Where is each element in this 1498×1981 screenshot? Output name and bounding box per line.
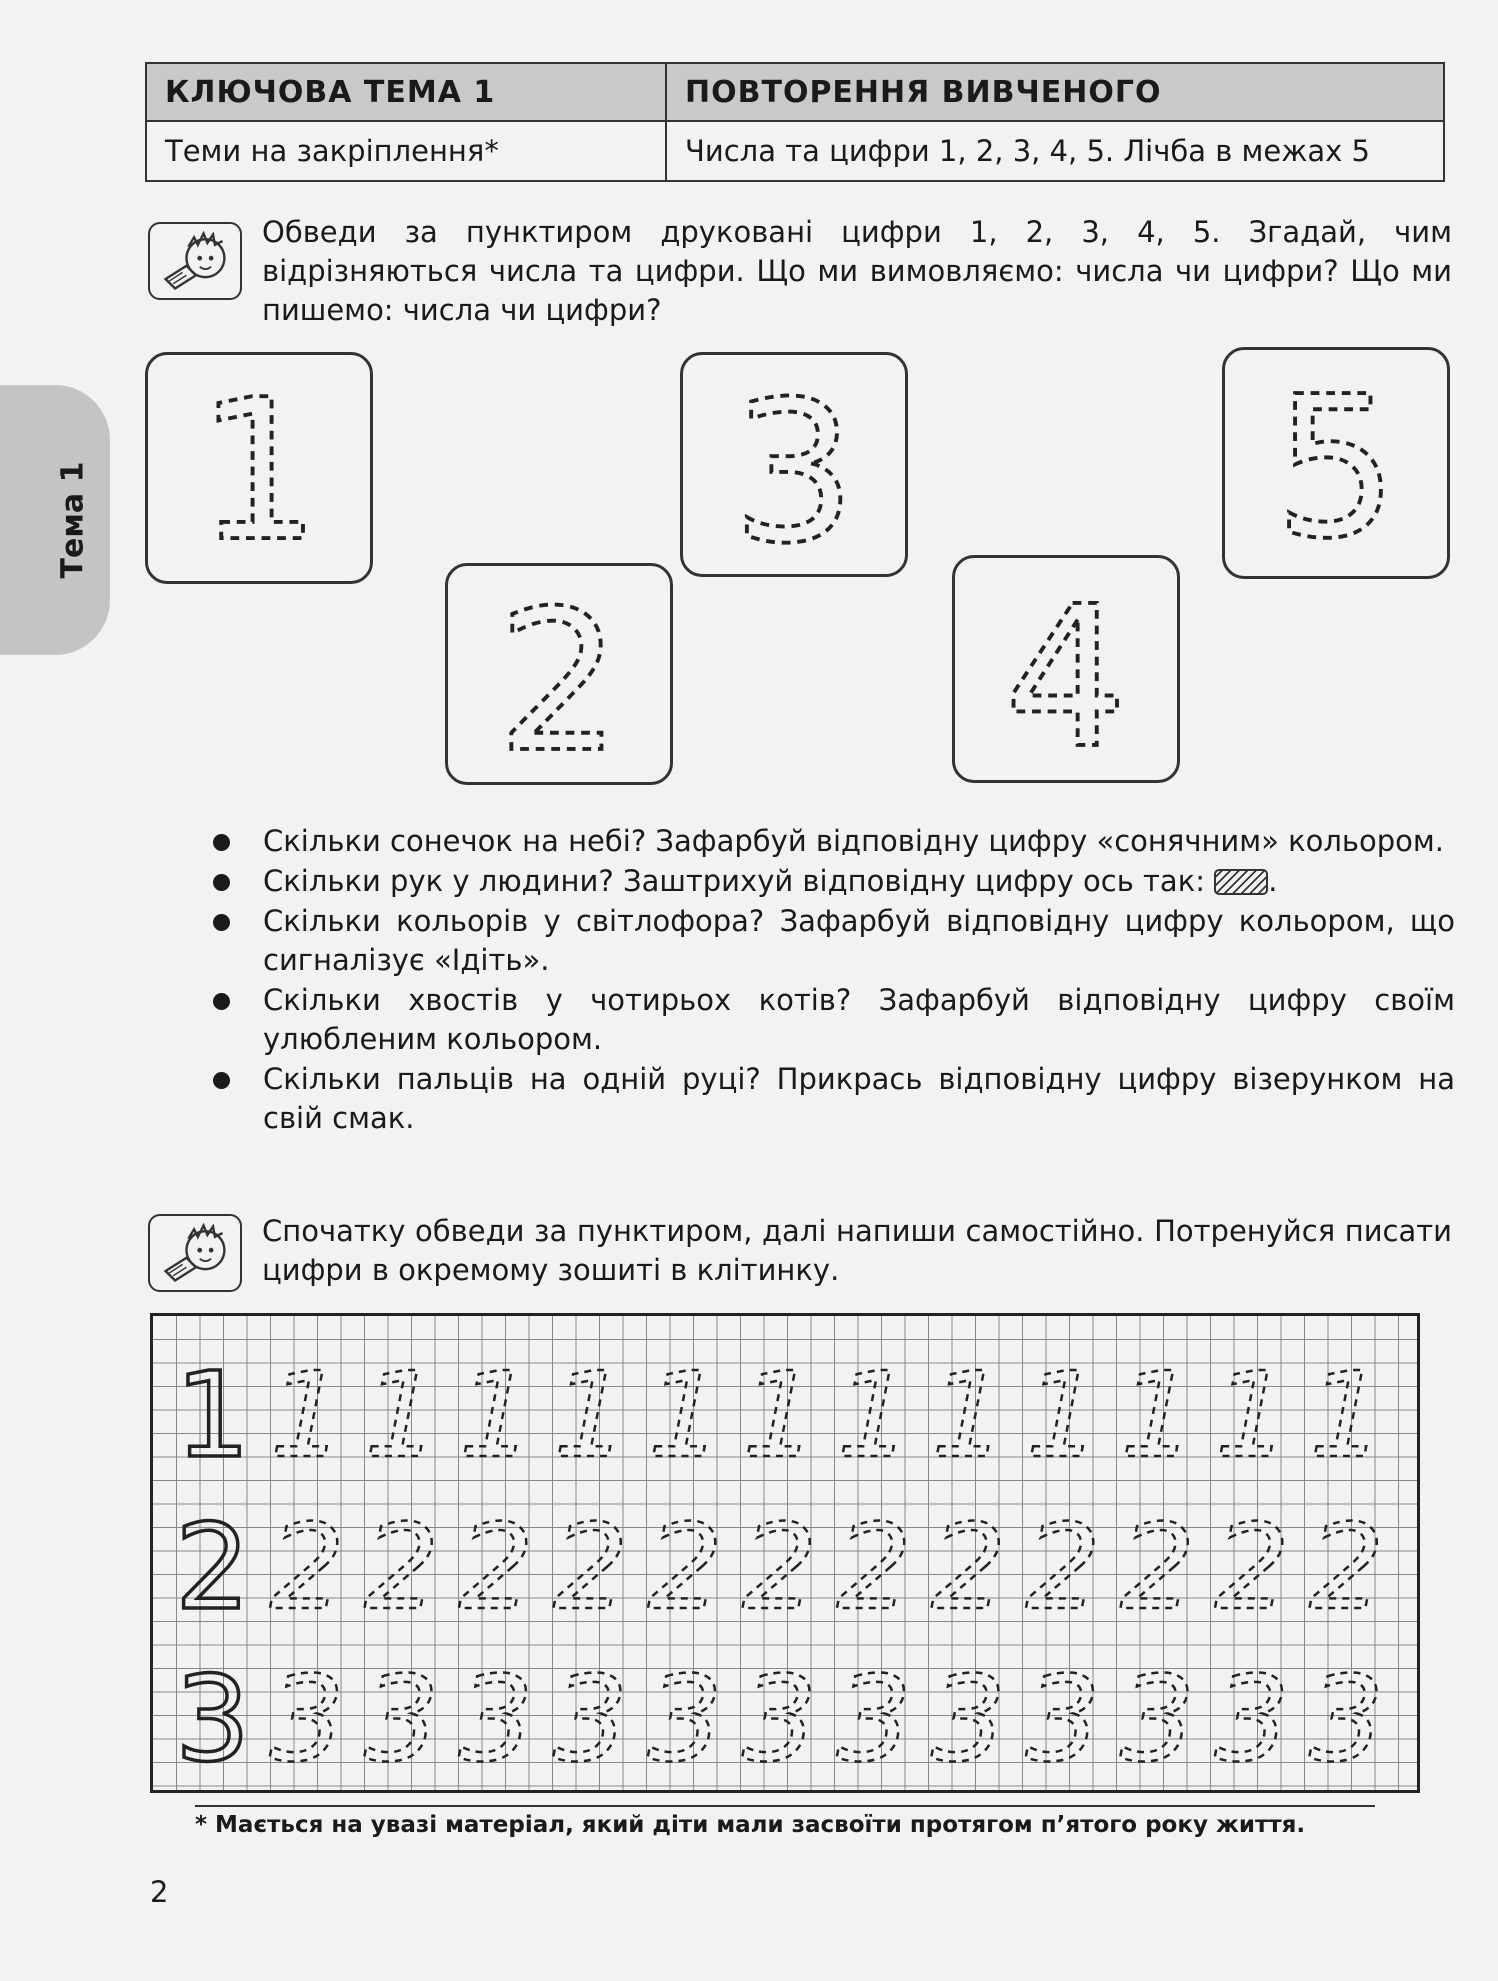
trace-digit-3: 3 xyxy=(1025,1650,1101,1788)
digit-card-2-svg xyxy=(448,566,670,782)
trace-digit-3: 3 xyxy=(269,1650,345,1788)
trace-digit-1: 1 xyxy=(1214,1346,1290,1484)
side-tab-label: Тема 1 xyxy=(55,461,91,579)
list-item xyxy=(205,822,1455,861)
side-tab xyxy=(0,385,110,655)
trace-digit-1: 1 xyxy=(1120,1346,1196,1484)
digit-glyph-3: 3 xyxy=(732,358,856,574)
sample-digit-3: 3 xyxy=(175,1650,251,1788)
digit-glyph-2: 2 xyxy=(497,567,621,782)
bullet-text-4: Скільки хвостів у чотирьох котів? Зафарбуй відповідну цифру своїм улюбленим кольором. xyxy=(263,983,1455,1056)
trace-digit-3: 3 xyxy=(836,1650,912,1788)
bullet-text-2: Скільки рук у людини? Заштрихуй відповідну цифру ось так: xyxy=(263,864,1205,898)
digit-card-5[interactable] xyxy=(1222,347,1450,579)
trace-digit-1: 1 xyxy=(458,1346,534,1484)
trace-digit-2: 2 xyxy=(458,1498,534,1636)
digit-card-1-svg xyxy=(148,355,370,581)
boy-writing-icon xyxy=(148,1214,242,1292)
trace-digit-3: 3 xyxy=(931,1650,1007,1788)
topic-table xyxy=(145,62,1445,182)
trace-digit-1: 1 xyxy=(931,1346,1007,1484)
trace-digit-1: 1 xyxy=(742,1346,818,1484)
boy-writing-icon xyxy=(148,222,242,300)
question-list xyxy=(205,822,1455,1139)
trace-digit-1: 1 xyxy=(269,1346,345,1484)
footnote-divider xyxy=(195,1805,1375,1807)
trace-digit-1: 1 xyxy=(836,1346,912,1484)
digit-card-4[interactable] xyxy=(952,555,1180,783)
writing-grid-svg xyxy=(153,1316,1417,1790)
key-topic-value: ПОВТОРЕННЯ ВИВЧЕНОГО xyxy=(685,74,1162,110)
sample-digit-2: 2 xyxy=(175,1498,251,1636)
digit-glyph-4: 4 xyxy=(1004,563,1128,780)
trace-digit-2: 2 xyxy=(1025,1498,1101,1636)
sample-digit-1: 1 xyxy=(175,1346,251,1484)
digit-card-1[interactable] xyxy=(145,352,373,584)
reinforce-label: Теми на закріплення* xyxy=(147,122,667,180)
trace-digit-3: 3 xyxy=(553,1650,629,1788)
trace-digit-2: 2 xyxy=(647,1498,723,1636)
trace-digit-3: 3 xyxy=(1309,1650,1385,1788)
trace-digit-1: 1 xyxy=(1309,1346,1385,1484)
digit-card-5-svg xyxy=(1225,350,1447,576)
bullet-text-3: Скільки кольорів у світлофора? Зафарбуй відповідну цифру кольором, що сигналізує «Ідіть». xyxy=(263,904,1455,977)
reinforce-value: Числа та цифри 1, 2, 3, 4, 5. Лічба в межах 5 xyxy=(685,134,1370,168)
trace-digit-3: 3 xyxy=(742,1650,818,1788)
hatch-sample-icon xyxy=(1214,869,1268,895)
trace-digit-1: 1 xyxy=(364,1346,440,1484)
trace-digit-2: 2 xyxy=(269,1498,345,1636)
trace-digit-1: 1 xyxy=(553,1346,629,1484)
list-item xyxy=(205,862,1455,901)
trace-digit-3: 3 xyxy=(1214,1650,1290,1788)
trace-digit-2: 2 xyxy=(364,1498,440,1636)
trace-digit-2: 2 xyxy=(1309,1498,1385,1636)
list-item xyxy=(205,902,1455,980)
bullet-text-5: Скільки пальців на одній руці? Прикрась відповідну цифру візерунком на свій смак. xyxy=(263,1062,1455,1135)
topic-table-body-row xyxy=(147,122,1443,180)
digit-card-2[interactable] xyxy=(445,563,673,785)
trace-digit-2: 2 xyxy=(836,1498,912,1636)
digit-glyph-1: 1 xyxy=(197,357,321,581)
bullet-text-1: Скільки сонечок на небі? Зафарбуй відповідну цифру «сонячним» кольором. xyxy=(263,824,1444,858)
digit-card-3-svg xyxy=(683,355,905,574)
key-topic-label: КЛЮЧОВА ТЕМА 1 xyxy=(147,64,667,120)
trace-digit-1: 1 xyxy=(647,1346,723,1484)
trace-digit-3: 3 xyxy=(1120,1650,1196,1788)
footnote: * Мається на увазі матеріал, який діти мали засвоїти протягом п’ятого року життя. xyxy=(195,1812,1306,1838)
trace-digit-2: 2 xyxy=(742,1498,818,1636)
trace-digit-3: 3 xyxy=(647,1650,723,1788)
bullet-text-2-suffix: . xyxy=(1268,864,1278,898)
trace-digit-3: 3 xyxy=(364,1650,440,1788)
task2-text: Спочатку обведи за пунктиром, далі напиши самостійно. Потренуйся писати цифри в окремому зошиті в клітинку. xyxy=(262,1214,1452,1287)
trace-digit-3: 3 xyxy=(458,1650,534,1788)
list-item xyxy=(205,1060,1455,1138)
trace-digit-1: 1 xyxy=(1025,1346,1101,1484)
list-item xyxy=(205,981,1455,1059)
task1-text: Обведи за пунктиром друковані цифри 1, 2, 3, 4, 5. Згадай, чим відрізняються числа та цифри. Що ми вимовляємо: числа чи цифри? Що ми пишемо: числа чи цифри? xyxy=(262,215,1452,327)
digit-card-4-svg xyxy=(955,558,1177,780)
writing-grid[interactable] xyxy=(150,1313,1420,1793)
trace-digit-2: 2 xyxy=(1120,1498,1196,1636)
page-number: 2 xyxy=(150,1875,169,1909)
digit-glyph-5: 5 xyxy=(1274,354,1398,576)
trace-digit-2: 2 xyxy=(931,1498,1007,1636)
trace-digit-2: 2 xyxy=(1214,1498,1290,1636)
topic-table-header-row xyxy=(147,64,1443,122)
digit-card-3[interactable] xyxy=(680,352,908,577)
trace-digit-2: 2 xyxy=(553,1498,629,1636)
